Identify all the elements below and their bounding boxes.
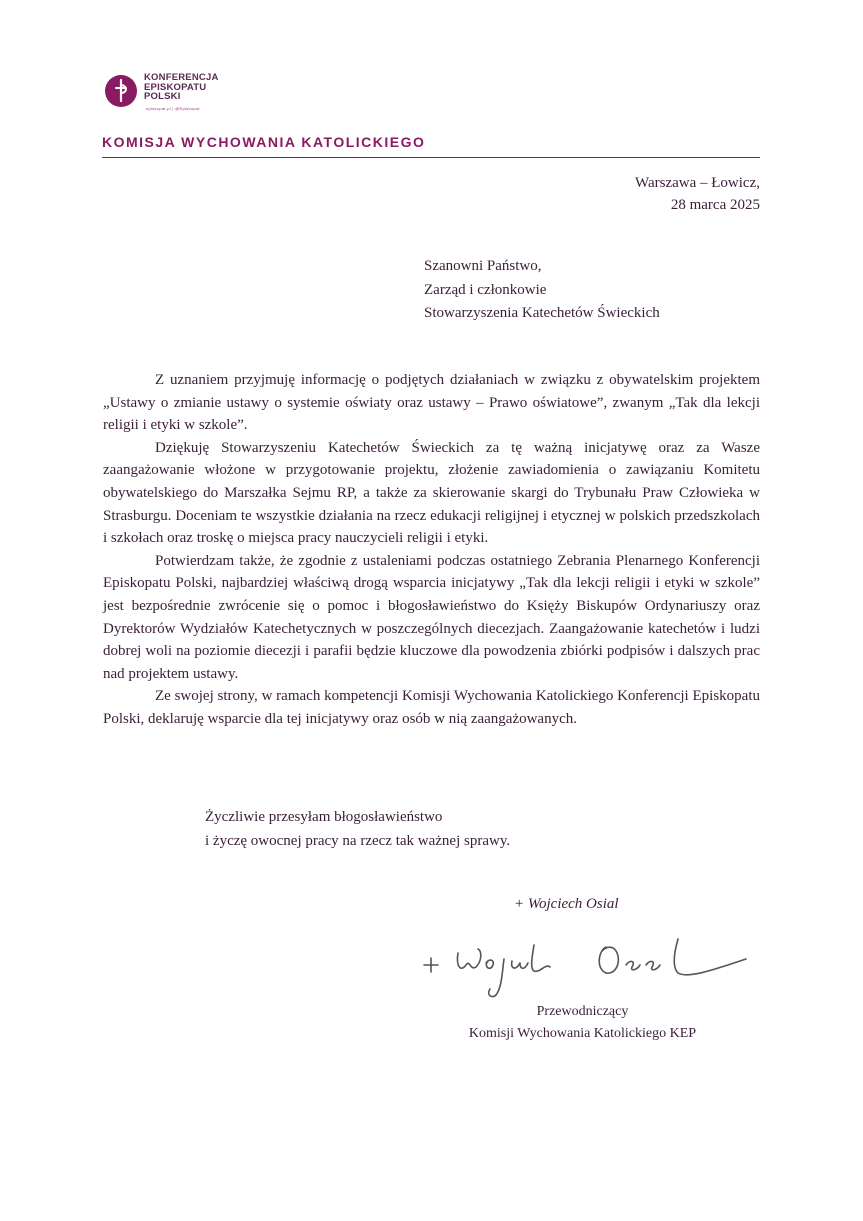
letterhead-title: KOMISJA WYCHOWANIA KATOLICKIEGO <box>102 134 426 150</box>
closing-line: i życzę owocnej pracy na rzecz tak ważnej sprawy. <box>205 833 511 849</box>
logo-line: EPISKOPATU <box>144 81 207 93</box>
logo-line: KONFERENCJA <box>144 72 219 83</box>
signatory-role: Przewodniczący <box>536 1004 629 1019</box>
letterhead-divider <box>102 157 760 158</box>
letter-place: Warszawa – Łowicz, <box>635 175 760 191</box>
body-paragraph: Z uznaniem przyjmuję informację o podjętych działaniach w związku z obywatelskim projektem „Ustawy o zmianie ustawy o systemie oświaty oraz ustawy – Prawo oświatowe”, zwanym „Tak dla lekcji religii i etyki w szkole”. <box>103 372 760 434</box>
letter-body <box>103 369 760 731</box>
logo-line: POLSKI <box>144 91 181 102</box>
addressee-line: Szanowni Państwo, <box>424 258 542 274</box>
signatory-role: Komisji Wychowania Katolickiego KEP <box>468 1026 697 1041</box>
body-paragraph: Ze swojej strony, w ramach kompetencji Komisji Wychowania Katolickiego Konferencji Episkopatu Polski, deklaruję wsparcie dla tej inicjatywy oraz osób w nią zaangażowanych. <box>103 688 760 727</box>
logo-wordmark <box>144 73 264 102</box>
signatory-name: + Wojciech Osial <box>514 896 619 912</box>
closing-line: Życzliwie przesyłam błogosławieństwo <box>205 809 443 825</box>
closing-greeting <box>205 805 510 853</box>
addressee-line: Zarząd i członkowie <box>424 282 547 298</box>
body-paragraph: Potwierdzam także, że zgodnie z ustaleniami podczas ostatniego Zebrania Plenarnego Konferencji Episkopatu Polski, najbardziej właściwą drogą wsparcia inicjatywy „Tak dla lekcji religii i etyki w szkole” jest bezpośrednie zwrócenie się o pomoc i błogosławieństwo do Księży Biskupów Ordynariuszy oraz Dyrektorów Wydziałów Katechetycznych w poszczególnych diecezjach. Zaangażowanie katechetów i ludzi dobrej woli na poziomie diecezji i parafii będzie kluczowe dla powodzenia zbiórki podpisów i dalszych prac nad projektem ustawy. <box>103 552 760 682</box>
logo-tagline: episkopat.pl | @Episkopat <box>146 106 200 111</box>
letter-date: 28 marca 2025 <box>670 197 760 213</box>
episkopat-logo-icon <box>104 74 138 108</box>
body-paragraph: Dziękuję Stowarzyszeniu Katechetów Świeckich za tę ważną inicjatywę oraz za Wasze zaangażowanie włożone w przygotowanie projektu, złożenie zawiadomienia o zawiązaniu Komitetu obywatelskiego do Marszałka Sejmu RP, a także za skierowanie skargi do Trybunału Praw Człowieka w Strasburgu. Doceniam te wszystkie działania na rzecz edukacji religijnej i etycznej w polskich przedszkolach i szkołach oraz troskę o miejsca pracy nauczycieli religii i etyki. <box>103 439 760 547</box>
addressee-line: Stowarzyszenia Katechetów Świeckich <box>424 305 660 321</box>
handwritten-signature <box>416 925 751 1005</box>
